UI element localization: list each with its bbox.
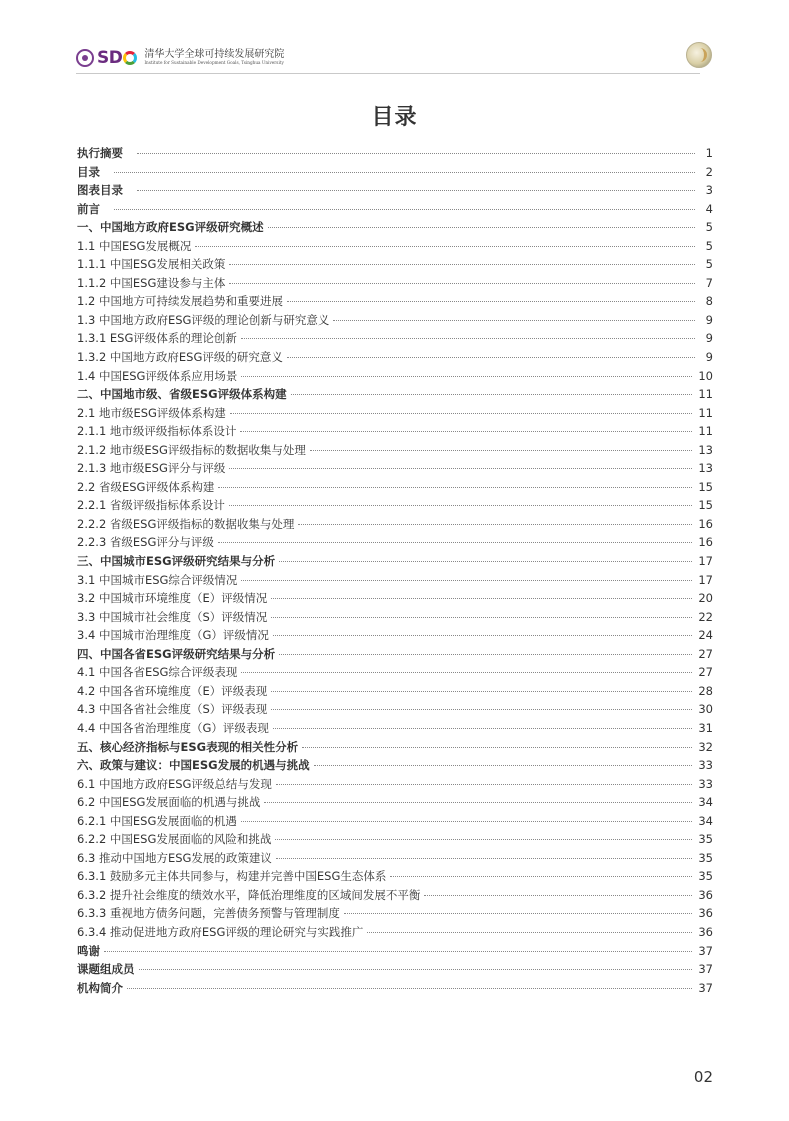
toc-entry-page: 22 [698, 609, 713, 624]
toc-entry[interactable] [77, 645, 713, 664]
toc-leader-dots [240, 431, 692, 432]
toc-leader-dots [229, 264, 695, 265]
toc-entry[interactable] [77, 144, 713, 163]
toc-entry-label: 二、中国地市级、省级ESG评级体系构建 [77, 387, 287, 402]
toc-entry-page: 13 [698, 442, 713, 457]
toc-leader-dots [273, 728, 693, 729]
toc-entry[interactable] [77, 756, 713, 775]
toc-entry-label: 6.3.4 推动促进地方政府ESG评级的理论研究与实践推广 [77, 924, 364, 939]
toc-leader-dots [195, 246, 695, 247]
toc-entry[interactable] [77, 738, 713, 757]
toc-leader-dots [344, 913, 692, 914]
toc-leader-dots [137, 190, 695, 191]
toc-entry-page: 2 [705, 164, 713, 179]
page-header [76, 42, 714, 74]
toc-entry[interactable] [77, 329, 713, 348]
toc-entry-page: 36 [698, 924, 713, 939]
toc-entry-page: 5 [705, 220, 713, 235]
toc-entry-label: 1.3.1 ESG评级体系的理论创新 [77, 331, 237, 346]
toc-entry-page: 5 [705, 238, 713, 253]
toc-leader-dots [127, 988, 692, 989]
toc-leader-dots [302, 747, 692, 748]
toc-entry-page: 17 [698, 572, 713, 587]
toc-entry-page: 36 [698, 887, 713, 902]
org-name-cn: 清华大学全球可持续发展研究院 [144, 49, 285, 61]
toc-entry[interactable] [77, 533, 713, 552]
toc-leader-dots [287, 357, 695, 358]
toc-leader-dots [114, 209, 695, 210]
toc-entry-page: 17 [698, 554, 713, 569]
toc-entry[interactable] [77, 589, 713, 608]
toc-entry-label: 2.1.2 地市级ESG评级指标的数据收集与处理 [77, 442, 306, 457]
toc-entry[interactable] [77, 886, 713, 905]
toc-entry[interactable] [77, 515, 713, 534]
toc-leader-dots [271, 691, 692, 692]
toc-entry-label: 四、中国各省ESG评级研究结果与分析 [77, 646, 276, 661]
toc-entry-label: 3.3 中国城市社会维度（S）评级情况 [77, 609, 268, 624]
toc-entry-label: 6.3 推动中国地方ESG发展的政策建议 [77, 850, 272, 865]
toc-entry[interactable] [77, 496, 713, 515]
toc-leader-dots [287, 301, 695, 302]
toc-leader-dots [241, 338, 695, 339]
toc-leader-dots [271, 617, 692, 618]
toc-entry[interactable] [77, 849, 713, 868]
toc-entry[interactable] [77, 237, 713, 256]
toc-entry[interactable] [77, 719, 713, 738]
toc-entry-label: 课题组成员 [77, 962, 135, 977]
toc-entry-label: 4.1 中国各省ESG综合评级表现 [77, 665, 238, 680]
toc-entry[interactable] [77, 608, 713, 627]
toc-entry[interactable] [77, 626, 713, 645]
toc-entry[interactable] [77, 793, 713, 812]
toc-entry[interactable] [77, 478, 713, 497]
toc-entry[interactable] [77, 163, 713, 182]
toc-leader-dots [229, 468, 692, 469]
toc-leader-dots [104, 951, 692, 952]
toc-entry-label: 6.1 中国地方政府ESG评级总结与发现 [77, 776, 272, 791]
header-divider [76, 73, 700, 74]
toc-entry-page: 10 [698, 368, 713, 383]
toc-entry[interactable] [77, 367, 713, 386]
toc-entry-label: 6.3.2 提升社会维度的绩效水平，降低治理维度的区域间发展不平衡 [77, 887, 421, 902]
toc-entry-page: 9 [705, 331, 713, 346]
toc-entry-label: 4.3 中国各省社会维度（S）评级表现 [77, 702, 268, 717]
toc-entry-page: 9 [705, 312, 713, 327]
toc-leader-dots [276, 784, 692, 785]
toc-entry-label: 2.2.3 省级ESG评分与评级 [77, 535, 214, 550]
toc-entry[interactable] [77, 404, 713, 423]
toc-entry-page: 20 [698, 591, 713, 606]
toc-entry-page: 33 [698, 758, 713, 773]
toc-entry-label: 1.2 中国地方可持续发展趋势和重要进展 [77, 294, 283, 309]
toc-entry[interactable] [77, 700, 713, 719]
toc-entry-label: 3.1 中国城市ESG综合评级情况 [77, 572, 238, 587]
toc-entry-page: 15 [698, 479, 713, 494]
toc-leader-dots [264, 802, 692, 803]
toc-leader-dots [229, 505, 692, 506]
toc-entry-label: 6.2 中国ESG发展面临的机遇与挑战 [77, 795, 261, 810]
toc-leader-dots [390, 876, 692, 877]
toc-entry-page: 32 [698, 739, 713, 754]
page-title: 目录 [371, 105, 418, 130]
toc-entry-label: 机构简介 [77, 980, 123, 995]
toc-entry-page: 16 [698, 535, 713, 550]
toc-entry-page: 35 [698, 850, 713, 865]
toc-leader-dots [268, 227, 695, 228]
toc-leader-dots [229, 283, 695, 284]
toc-entry[interactable] [77, 348, 713, 367]
toc-entry-page: 37 [698, 980, 713, 995]
toc-entry-label: 4.4 中国各省治理维度（G）评级表现 [77, 720, 269, 735]
toc-entry[interactable] [77, 385, 713, 404]
toc-entry[interactable] [77, 200, 713, 219]
toc-entry-label: 2.2 省级ESG评级体系构建 [77, 479, 215, 494]
toc-entry-page: 33 [698, 776, 713, 791]
toc-entry-label: 鸣谢 [77, 943, 100, 958]
toc-entry-label: 2.2.2 省级ESG评级指标的数据收集与处理 [77, 516, 295, 531]
toc-entry-page: 11 [698, 387, 713, 402]
org-name-block [144, 50, 284, 65]
toc-leader-dots [218, 487, 692, 488]
table-of-contents [77, 144, 713, 997]
toc-entry-label: 1.4 中国ESG评级体系应用场景 [77, 368, 238, 383]
toc-entry-page: 34 [698, 795, 713, 810]
toc-entry-label: 1.1.1 中国ESG发展相关政策 [77, 257, 226, 272]
toc-leader-dots [279, 561, 692, 562]
toc-entry-page: 27 [698, 646, 713, 661]
toc-leader-dots [114, 172, 695, 173]
toc-entry[interactable] [77, 274, 713, 293]
toc-leader-dots [333, 320, 695, 321]
toc-entry-label: 图表目录 [77, 183, 123, 198]
toc-entry-label: 五、核心经济指标与ESG表现的相关性分析 [77, 739, 299, 754]
toc-entry-page: 13 [698, 461, 713, 476]
org-name-en: Institute for Sustainable Development Goals, Tsinghua University [144, 60, 284, 66]
toc-entry[interactable] [77, 311, 713, 330]
toc-entry[interactable] [77, 923, 713, 942]
toc-entry-page: 24 [698, 628, 713, 643]
toc-entry-label: 执行摘要 [77, 146, 123, 160]
toc-leader-dots [310, 450, 692, 451]
toc-leader-dots [241, 376, 692, 377]
toc-leader-dots [298, 524, 692, 525]
toc-leader-dots [279, 654, 692, 655]
toc-entry[interactable] [77, 459, 713, 478]
toc-entry-page: 35 [698, 869, 713, 884]
toc-entry-page: 9 [705, 350, 713, 365]
toc-leader-dots [241, 580, 692, 581]
toc-entry-page: 4 [705, 201, 713, 216]
toc-leader-dots [314, 765, 693, 766]
toc-entry[interactable] [77, 571, 713, 590]
toc-entry-label: 目录 [77, 164, 100, 179]
toc-entry[interactable] [77, 292, 713, 311]
toc-entry-page: 3 [705, 183, 713, 198]
toc-leader-dots [275, 839, 692, 840]
toc-leader-dots [139, 969, 693, 970]
toc-entry-label: 1.3.2 中国地方政府ESG评级的研究意义 [77, 350, 283, 365]
toc-entry-label: 1.1.2 中国ESG建设参与主体 [77, 275, 226, 290]
toc-leader-dots [273, 635, 693, 636]
toc-entry-label: 6.3.3 重视地方债务问题，完善债务预警与管理制度 [77, 906, 340, 921]
toc-entry[interactable] [77, 441, 713, 460]
toc-leader-dots [241, 672, 692, 673]
toc-leader-dots [367, 932, 692, 933]
toc-entry-label: 六、政策与建议：中国ESG发展的机遇与挑战 [77, 758, 310, 773]
toc-entry[interactable] [77, 904, 713, 923]
toc-entry[interactable] [77, 255, 713, 274]
toc-leader-dots [218, 542, 692, 543]
toc-leader-dots [271, 709, 692, 710]
toc-entry-page: 8 [705, 294, 713, 309]
institute-logo [76, 46, 284, 70]
toc-leader-dots [291, 394, 693, 395]
toc-entry-page: 36 [698, 906, 713, 921]
toc-entry-page: 16 [698, 516, 713, 531]
sdg-wheel-icon [123, 51, 137, 65]
toc-entry-label: 6.3.1 鼓励多元主体共同参与，构建并完善中国ESG生态体系 [77, 869, 387, 884]
toc-entry-label: 2.2.1 省级评级指标体系设计 [77, 498, 225, 513]
emblem-badge-icon [686, 42, 712, 68]
toc-entry[interactable] [77, 830, 713, 849]
toc-entry-page: 7 [705, 275, 713, 290]
sdg-logo-text: SD [97, 48, 123, 68]
toc-entry-page: 35 [698, 832, 713, 847]
toc-entry-label: 4.2 中国各省环境维度（E）评级表现 [77, 683, 268, 698]
toc-entry[interactable] [77, 218, 713, 237]
toc-entry-page: 34 [698, 813, 713, 828]
toc-entry-label: 1.3 中国地方政府ESG评级的理论创新与研究意义 [77, 312, 330, 327]
toc-entry-page: 31 [698, 720, 713, 735]
toc-entry[interactable] [77, 552, 713, 571]
toc-entry-page: 1 [705, 146, 713, 160]
toc-entry-label: 一、中国地方政府ESG评级研究概述 [77, 220, 264, 235]
toc-entry[interactable] [77, 181, 713, 200]
toc-entry-label: 6.2.2 中国ESG发展面临的风险和挑战 [77, 832, 272, 847]
toc-entry[interactable] [77, 960, 713, 979]
university-seal-icon [76, 49, 94, 67]
toc-entry-page: 27 [698, 665, 713, 680]
toc-entry[interactable] [77, 812, 713, 831]
toc-entry-page: 11 [698, 405, 713, 420]
toc-entry-label: 2.1.1 地市级评级指标体系设计 [77, 424, 237, 439]
toc-entry-page: 30 [698, 702, 713, 717]
toc-entry-page: 15 [698, 498, 713, 513]
toc-entry-label: 2.1.3 地市级ESG评分与评级 [77, 461, 226, 476]
toc-entry[interactable] [77, 979, 713, 998]
toc-leader-dots [241, 821, 692, 822]
toc-leader-dots [276, 858, 692, 859]
toc-entry-page: 28 [698, 683, 713, 698]
page-number: 02 [693, 1068, 713, 1086]
toc-entry[interactable] [77, 422, 713, 441]
toc-entry-label: 前言 [77, 201, 100, 216]
toc-leader-dots [424, 895, 692, 896]
toc-entry-label: 1.1 中国ESG发展概况 [77, 238, 192, 253]
toc-entry-label: 三、中国城市ESG评级研究结果与分析 [77, 554, 276, 569]
toc-entry-label: 2.1 地市级ESG评级体系构建 [77, 405, 226, 420]
toc-entry[interactable] [77, 682, 713, 701]
toc-entry-label: 3.4 中国城市治理维度（G）评级情况 [77, 628, 269, 643]
toc-entry-page: 11 [698, 424, 713, 439]
toc-leader-dots [271, 598, 692, 599]
toc-entry[interactable] [77, 867, 713, 886]
toc-entry[interactable] [77, 663, 713, 682]
toc-entry[interactable] [77, 775, 713, 794]
toc-entry-label: 3.2 中国城市环境维度（E）评级情况 [77, 591, 268, 606]
toc-entry-page: 5 [705, 257, 713, 272]
toc-leader-dots [230, 413, 692, 414]
toc-entry-page: 37 [698, 962, 713, 977]
toc-entry-page: 37 [698, 943, 713, 958]
toc-entry-label: 6.2.1 中国ESG发展面临的机遇 [77, 813, 237, 828]
toc-entry[interactable] [77, 942, 713, 961]
toc-leader-dots [137, 153, 695, 154]
